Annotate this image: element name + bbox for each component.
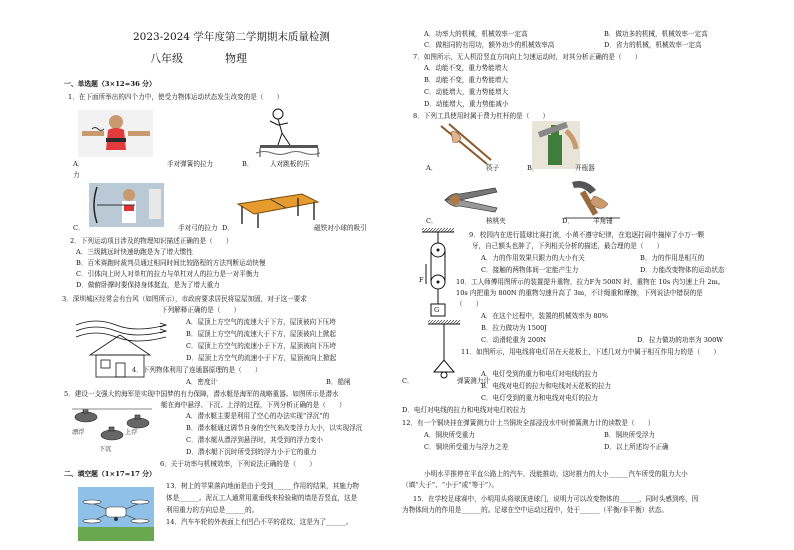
q8-stem: 8．下列工具使用时属于费力杠杆的是（ ）: [413, 112, 550, 120]
diver-drawing: [256, 105, 322, 157]
archer-photo: [89, 183, 164, 227]
q1-d-text: 磁铁对小球的吸引: [314, 224, 367, 232]
q3-option-c: C．屋顶上方空气的流速小于下方，屋顶被向下压垮: [186, 342, 337, 350]
q5-option-c: C．潜水艇从漂浮到悬浮时，其受到的浮力变小: [186, 436, 323, 444]
q2-option-b: B．百米赛跑时裁判员通过相同时间比较路程的方法判断运动快慢: [76, 259, 266, 267]
q1-a-text: 手对弹簧的拉力: [167, 160, 214, 168]
pingpong-table-drawing: [232, 188, 320, 228]
q9-option-a: A．力的作用效果只跟力的大小有关: [481, 254, 585, 262]
q9-line-2: 牙，自己额头也肿了，下列相关分析的描述，最合理的是（ ）: [472, 242, 664, 250]
q9-option-b: B．力的作用是相互的: [640, 254, 705, 262]
q5-option-d: D．潜水艇下沉时所受到的浮力小于它的重力: [186, 448, 317, 456]
q8-c-label: C．: [426, 217, 438, 225]
q11-line-1: 11．如图所示，用电线将电灯吊在天花板上，下述几对力中属于相互作用力的是（ ）: [461, 348, 720, 356]
q9-option-d: D．力能改变物体的运动状态: [640, 266, 725, 274]
q13-line-1: 13．树上的苹果落向地面是由于受到______作用的结果，其施力物: [166, 482, 360, 490]
drone-photo: [78, 487, 154, 541]
q6-option-b: B．做功多的机械，机械效率一定高: [604, 30, 708, 38]
q13-line-2: 体是______。泥瓦工人通常用重垂线来检验砌的墙是否竖直，这是: [166, 494, 358, 502]
sub-label-float: 漂浮: [72, 429, 85, 436]
q8-c-text: 核桃夹: [486, 217, 506, 225]
q12-option-a: A．铜块所受重力: [424, 431, 475, 439]
athlete-spring-photo: [78, 110, 153, 157]
q7-option-a: A．动能不变，重力势能增大: [424, 64, 508, 72]
q7-option-d: D．动能增大，重力势能减小: [424, 100, 509, 108]
grade-label: 八年级: [150, 52, 183, 65]
q1-b-text: 人对跳板的压: [270, 160, 310, 168]
q9-line-1: 9．校园内在进行篮球比赛打滚，小黄不遵守纪律，在追逐打闹中撞掉了小万一颗: [469, 231, 704, 239]
q3-option-d: D．屋顶上方空气的流速小于下方，屋顶被向上掀起: [186, 354, 337, 362]
q7-option-c: C．动能增大，重力势能增大: [424, 88, 509, 96]
sub-label-rise: 上浮: [125, 429, 138, 436]
q1-b-label: B．: [242, 160, 254, 168]
q11-option-a: A．电灯受到的重力和电灯对电线的拉力: [481, 370, 598, 378]
q11-option-c: C．电灯受到的重力和电线对电灯的拉力: [481, 394, 599, 402]
q2-option-d: D．做俯卧撑时要保持身体挺直，是为了增大重力: [76, 281, 220, 289]
q15-line-1: 小明水平推停在平直公路上的汽车，没能推动，这时推力的大小______汽车所受的阻力大小: [424, 470, 688, 478]
q4-option-b: B．船闸: [326, 378, 351, 386]
q12-option-b: B．铜块所受浮力: [604, 431, 656, 439]
q15-line-2: （填“大于”、“小于”或“等于”）。: [402, 481, 499, 489]
q7-stem: 7．如图所示，无人机沿竖直方向向上匀速运动时，对其分析正确的是（ ）: [413, 53, 642, 61]
q6-stem: 6．关于功率与机械效率，下列说法正确的是（ ）: [160, 460, 316, 468]
q9-option-c: C．接触的两物体间一定能产生力: [481, 266, 579, 274]
q6-option-a: A．功率大的机械，机械效率一定高: [424, 30, 528, 38]
q16-line-2: 为物体间力的作用是______的。足球在空中运动过程中，处于______（平衡/非平衡）状态。: [402, 506, 668, 514]
q16-line-1: 15．在学校足球赛中，小明用头将球顶进球门，说明力可以改变物体的______，同时头感到疼，因: [413, 495, 699, 503]
q1-d-label: D．: [222, 224, 234, 232]
q10-option-a: A．在这个过程中，装置的机械效率为 80%: [481, 312, 609, 320]
section-1-heading: 一、单选题（3×12=36 分）: [64, 80, 156, 88]
q3-stem-2: 下列解释正确的是（ ）: [161, 306, 241, 314]
chopsticks-drawing: [437, 120, 497, 168]
q6-option-d: D．省力的机械，机械效率一定高: [604, 41, 702, 49]
q5-option-a: A．潜水艇主要是利用了空心的办法实现“浮沉”的: [186, 412, 330, 420]
sub-label-sink: 下沉: [99, 446, 112, 453]
q8-d-text: 羊角锤: [593, 217, 613, 225]
q11-cap: C．: [402, 377, 414, 385]
q10-option-d: D．拉力做功的功率为 300W: [637, 336, 724, 344]
hanging-lamp-drawing: [424, 320, 464, 384]
q8-d-label: D．: [562, 217, 574, 225]
q1-stem: 1．在下面所举出的四个力中，使受力物体运动状态发生改变的是（ ）: [68, 93, 284, 101]
pulley-label-f: F: [419, 276, 424, 284]
q8-a-label: A．: [426, 164, 438, 172]
q10-line-2: 10s 内把重为 800N 的重物匀速升高了 3m，不计绳重和摩擦，下列说法中错误的是: [456, 289, 703, 297]
q4-option-a: A．密度计: [186, 378, 218, 386]
q13-line-3: 利用重力的方向总是______的。: [166, 506, 259, 514]
claw-hammer-drawing: [564, 176, 620, 220]
q3-stem: 3．深圳城区经常会有台风（如图所示），市政府要求居民将屋屋加固，对于这一要求: [62, 295, 307, 303]
q2-option-a: A．三级跳远时快速助跑是为了增大惯性: [76, 248, 193, 256]
q1-c-text: 手对弓的拉力: [178, 224, 218, 232]
pulley-label-g: G: [434, 306, 440, 314]
q1-a-tail: 力: [73, 171, 80, 179]
q10-line-1: 10．工人师傅用图所示的装置提升重物，拉力F为 500N 时，重物在 10s 内匀速上升 2m。: [456, 278, 725, 286]
bottle-opener-photo: [532, 121, 580, 169]
subject-label: 物理: [225, 52, 247, 65]
q10-option-b: B．拉力做功为 1500J: [481, 324, 547, 332]
q2-option-c: C．引体向上时人对单杠的拉力与单杠对人的拉力是一对平衡力: [76, 270, 260, 278]
q3-option-a: A．屋顶上方空气的流速大于下方，屋顶被向下压垮: [186, 318, 336, 326]
q8-b-text: 开瓶器: [575, 164, 595, 172]
section-2-heading: 二、填空题（1×17=17 分）: [64, 470, 156, 478]
spring-scale-label: 弹簧测力计: [457, 377, 490, 385]
q5-line-1: 5．建设一支强大的海军是实现中国梦的有力保障，潜水艇是海军的战略重器。如图所示是潜水: [64, 390, 339, 398]
q12-stem: 12．有一个铜块挂在弹簧测力计上当铜块全部浸没水中时弹簧测力计的读数是（ ）: [402, 419, 655, 427]
q11-option-b: B．电线对电灯的拉力和电线对天花板的拉力: [481, 382, 612, 390]
q10-line-3: （ ）: [456, 300, 483, 308]
q12-option-d: D．以上所述均不正确: [604, 443, 669, 451]
q1-c-label: C．: [73, 224, 85, 232]
q7-option-b: B．动能不变，重力势能增大: [424, 76, 508, 84]
q12-option-c: C．铜块所受重力与浮力之差: [424, 443, 509, 451]
q14-line-1: 14．汽车车轮的外表面上有凹凸不平的花纹，这是为了______。: [166, 518, 353, 526]
q2-stem: 2．下列运动项目涉及的物理知识描述正确的是（ ）: [70, 237, 233, 245]
q5-line-2: 艇在海中悬浮、下沉、上浮的过程，下列分析正确的是（ ）: [161, 401, 346, 409]
q4-stem: 4．下列物体利用了连通器原理的是（ ）: [132, 366, 262, 374]
q5-option-b: B．潜水艇通过调节自身的空气来改变浮力大小，以实现浮沉: [186, 424, 363, 432]
exam-title: 2023-2024 学年度第二学期期末质量检测: [133, 31, 330, 43]
q8-a-text: 筷子: [486, 164, 500, 172]
nutcracker-drawing: [441, 180, 499, 218]
q3-option-b: B．屋顶上方空气的流速大于下方，屋顶被向上掀起: [186, 330, 336, 338]
q1-a-label: A．: [73, 160, 85, 168]
q10-option-c: C．动滑轮重为 200N: [481, 336, 547, 344]
q8-b-label: B．: [527, 164, 539, 172]
q11-option-d: D．电灯对电线的拉力和电线对电灯的拉力: [402, 406, 526, 414]
q6-option-c: C．做相同的有用功，额外功少的机械效率高: [424, 41, 555, 49]
